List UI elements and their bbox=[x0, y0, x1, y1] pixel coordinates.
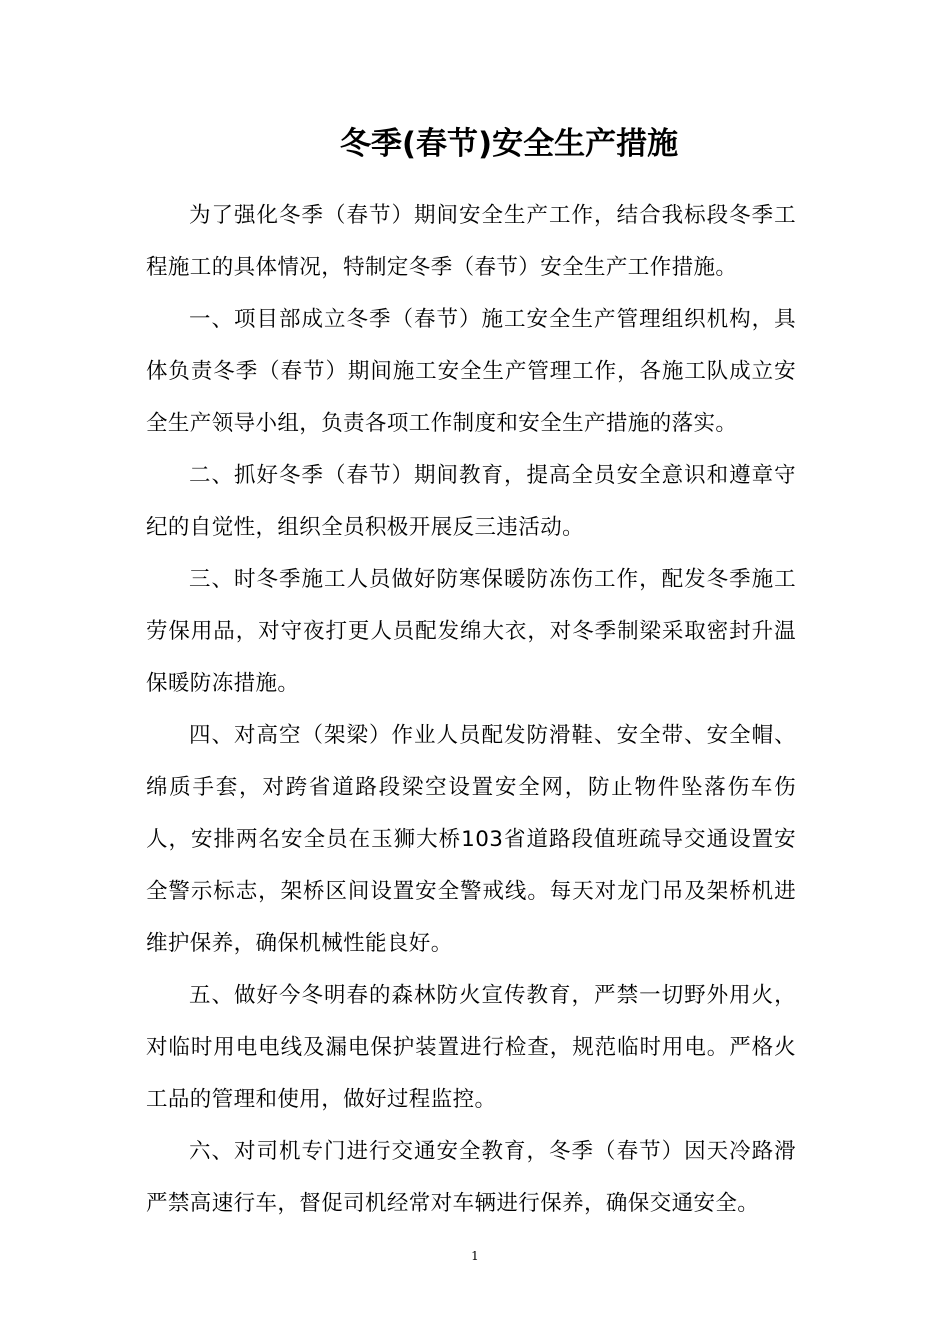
document-title: 冬季(春节)安全生产措施 bbox=[339, 126, 679, 162]
paragraph-item-5: 五、做好今冬明春的森林防火宣传教育，严禁一切野外用火，对临时用电电线及漏电保护装置进行检查，规范临时用电。严格火工品的管理和使用，做好过程监控。 bbox=[146, 983, 796, 1112]
paragraph-item-6: 六、对司机专门进行交通安全教育，冬季（春节）因天冷路滑严禁高速行车，督促司机经常对车辆进行保养，确保交通安全。 bbox=[146, 1139, 796, 1216]
page-number: 1 bbox=[471, 1249, 479, 1263]
paragraph-item-3: 三、时冬季施工人员做好防寒保暖防冻伤工作，配发冬季施工劳保用品，对守夜打更人员配发绵大衣，对冬季制梁采取密封升温保暖防冻措施。 bbox=[146, 567, 796, 696]
paragraph-item-4: 四、对高空（架梁）作业人员配发防滑鞋、安全带、安全帽、绵质手套，对跨省道路段梁空设置安全网，防止物件坠落伤车伤人，安排两名安全员在玉狮大桥103省道路段值班疏导交通设置安全警示标志，架桥区间设置安全警戒线。每天对龙门吊及架桥机进维护保养，确保机械性能良好。 bbox=[146, 723, 796, 956]
paragraph-item-2: 二、抓好冬季（春节）期间教育，提高全员安全意识和遵章守纪的自觉性，组织全员积极开展反三违活动。 bbox=[146, 463, 796, 540]
paragraph-intro: 为了强化冬季（春节）期间安全生产工作，结合我标段冬季工程施工的具体情况，特制定冬季（春节）安全生产工作措施。 bbox=[146, 203, 796, 280]
document-body bbox=[146, 190, 796, 1230]
paragraph-item-1: 一、项目部成立冬季（春节）施工安全生产管理组织机构，具体负责冬季（春节）期间施工安全生产管理工作，各施工队成立安全生产领导小组，负责各项工作制度和安全生产措施的落实。 bbox=[146, 307, 796, 436]
